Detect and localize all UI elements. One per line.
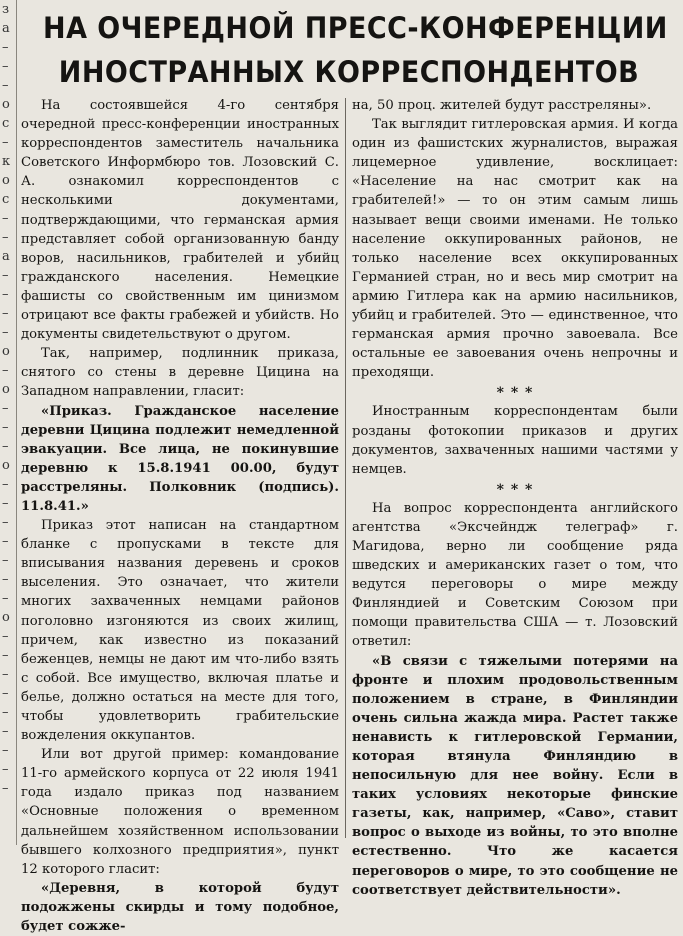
headline-line-1: НА ОЧЕРЕДНОЙ ПРЕСС-КОНФЕРЕНЦИИ [43,11,668,45]
paragraph-order-analysis: Приказ этот написан на стандартном бланке с пропусками в тексте для вписывания названия деревень и сроков выселения. Это означает, что жители многих захваченных немцами районов поголовно изгоняются из своих жилищ, причем, как известно из показаний беженцев, немцы не дают им что-либо взять с собой. Все имущество, включая платье и белье, должно остаться на месте для того, чтобы удовлетворить грабительские вожделения оккупантов. [21,518,339,744]
paragraph-question: На вопрос корреспондента английского агентства «Эксчейндж телеграф» г. Магидова, верно ли сообщение ряда шведских и американских газет о том, что ведутся переговоры о мире между Финляндией и Советским Союзом при помощи правительства США — т. Лозовский ответил: [352,500,678,650]
edge-fragment: – [2,515,9,530]
section-separator-2: * * * [496,481,534,498]
paragraph-second-example: Или вот другой пример: командование 11-го армейского корпуса от 22 июля 1941 года издало приказ под названием «Основные положения о временном дальнейшем хозяйственном использовании бывшего колхозного предприятия», пункт 12 которого гласит: [21,747,339,877]
edge-fragment: – [2,648,9,663]
edge-fragment: – [2,40,9,55]
article-column-right [352,96,678,898]
edge-fragment: – [2,439,9,454]
edge-fragment: – [2,401,9,416]
edge-fragment: – [2,268,9,283]
edge-fragment: к [2,154,11,169]
edge-fragment: – [2,363,9,378]
edge-fragment: – [2,477,9,492]
quoted-order: «Приказ. Гражданское население деревни Цицина подлежит немедленной эвакуации. Все лица, не покинувшие деревню к 15.8.1941 00.00, будут расстреляны. Полковник (подпись). 11.8.41.» [21,403,339,514]
edge-fragment: – [2,553,9,568]
article-headline [43,6,668,94]
paragraph-photocopies: Иностранным корреспондентам были розданы фотокопии приказов и других документов, захваченных нашими частями у немцев. [352,404,678,477]
headline-line-2: ИНОСТРАННЫХ КОРРЕСПОНДЕНТОВ [58,55,640,89]
edge-fragment: о [2,97,10,112]
edge-fragment: – [2,667,9,682]
section-separator-1: * * * [496,385,534,402]
edge-fragment: – [2,211,9,226]
quoted-answer: «В связи с тяжелыми потерями на фронте и плохим продовольственным положением в стране, в Финляндии очень сильна жажда мира. Растет также ненависть к гитлеровской Германии, которая втянула Финляндию в непосильную для нее войну. Если в таких условиях некоторые финские газеты, как, например, «Саво», ставит вопрос о выходе из войны, то это вполне естественно. Что же касается переговоров о мире, то это сообщение не соответствует действительности». [352,653,678,898]
paragraph-intro: На состоявшейся 4-го сентября очередной пресс-конференции иностранных корреспондентов заместитель начальника Советского Информбюро тов. Лозовский С. А. ознакомил корреспондентов с несколькими документами, подтверждающими, что германская армия представляет собой организованную банду воров, насильников, грабителей и убийц гражданского населения. Немецкие фашисты со свойственным им цинизмом отрицают все факты грабежей и убийств. Но документы свидетельствуют о другом. [21,98,339,343]
edge-fragment: – [2,230,9,245]
edge-fragment: а [2,21,10,36]
edge-fragment: – [2,629,9,644]
quoted-clause: «Деревня, в которой будут подожжены скирды и тому подобное, будет сожже- [21,880,339,935]
edge-fragment: з [2,2,10,17]
edge-fragment: – [2,135,9,150]
column-divider [345,98,346,838]
paragraph-order-example: Так, например, подлинник приказа, снятого со стены в деревне Цицина на Западном направлении, гласит: [21,346,339,400]
edge-fragment: – [2,78,9,93]
edge-fragment: с [2,192,10,207]
edge-fragment: – [2,59,9,74]
article-column-left [21,96,339,935]
edge-fragment: – [2,591,9,606]
edge-fragment: о [2,344,10,359]
adjacent-column-edge [0,0,17,845]
paragraph-hitler-army: Так выглядит гитлеровская армия. И когда один из фашистских журналистов, выражая лицемерное удивление, восклицает: «Население на нас смотрит как на грабителей!» — то он этим самым лишь называет вещи своими именами. Не только население оккупированных районов, не только население всех оккупированных Германией стран, но и весь мир смотрит на армию Гитлера как на армию насильников, убийц и грабителей. Это — единственное, что германская армия прочно завоевала. Все остальные ее завоевания очень непрочны и преходящи. [352,117,678,381]
edge-fragment: а [2,249,10,264]
quoted-clause-continued: на, 50 проц. жителей будут расстреляны». [352,98,652,113]
edge-fragment: – [2,572,9,587]
edge-fragment: – [2,306,9,321]
edge-fragment: о [2,610,10,625]
edge-fragment: о [2,458,10,473]
edge-fragment: – [2,781,9,796]
edge-fragment: о [2,382,10,397]
edge-fragment: о [2,173,10,188]
edge-fragment: – [2,762,9,777]
edge-fragment: – [2,743,9,758]
edge-fragment: – [2,420,9,435]
edge-fragment: – [2,705,9,720]
edge-fragment: – [2,686,9,701]
edge-fragment: – [2,496,9,511]
edge-fragment: – [2,325,9,340]
edge-fragment: – [2,287,9,302]
edge-fragment: с [2,116,10,131]
edge-fragment: – [2,724,9,739]
edge-fragment: – [2,534,9,549]
